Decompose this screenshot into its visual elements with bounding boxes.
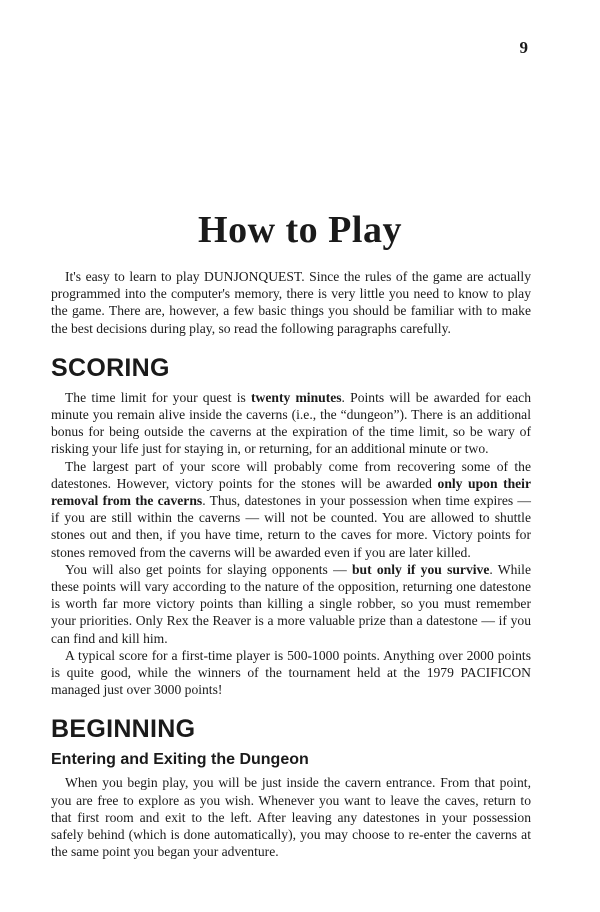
page-title: How to Play [198, 209, 402, 251]
scoring-heading: SCORING [51, 353, 170, 382]
beginning-paragraph-1: When you begin play, you will be just inside the cavern entrance. From that point, you are free to explore as you wish. Whenever you want to leave the caves, return to that first room and exit to the left. After leaving any datestones in your possession safely behind (which is done automatically), you may choose to re-enter the caverns at the same point you began your adventure. [51, 775, 531, 860]
scoring-p3-text-a: You will also get points for slaying opponents — [65, 561, 352, 577]
intro-paragraph: It's easy to learn to play DUNJONQUEST. Since the rules of the game are actually programmed into the computer's memory, there is very little you need to know to play the game. There are, however, a few basic things you should be familiar with to make the best decisions during play, so read the following paragraphs carefully. [51, 269, 531, 336]
scoring-paragraph-3 [51, 561, 531, 647]
page-content [51, 268, 531, 860]
scoring-p3-text-c: . While these points will vary according to the nature of the opposition, returning one datestone is worth far more victory points than killing a single robber, so you must remember your priorities. Only Rex the Reaver is a more valuable prize than a datestone — if you can find and kill him. [51, 561, 531, 646]
scoring-paragraph-1 [51, 389, 531, 458]
scoring-p1-text-a: The time limit for your quest is [65, 389, 251, 405]
scoring-p1-text-c: . Points will be awarded for each minute you remain alive inside the caverns (i.e., the “dungeon”). There is an additional bonus for being outside the caverns at the expiration of the time limit, so be wary of risking your life just for staying in, or returning, for an additional minute or two. [51, 389, 531, 457]
scoring-p2-bold: only upon their removal from the caverns [51, 475, 531, 509]
page-number: 9 [519, 38, 528, 57]
scoring-p1-bold: twenty minutes [251, 389, 342, 405]
entering-exiting-subheading: Entering and Exiting the Dungeon [51, 751, 309, 769]
beginning-heading: BEGINNING [51, 715, 196, 744]
scoring-p2-text-c: . Thus, datestones in your possession when time expires — if you are still within the caverns — will not be counted. You are allowed to shuttle stones out and then, if you have time, return to the caves for more. Victory points for stones removed from the caverns will be awarded even if you are later killed. [51, 493, 532, 560]
scoring-p3-bold: but only if you survive [351, 561, 490, 577]
scoring-paragraph-2 [51, 458, 531, 561]
scoring-p2-text-a: The largest part of your score will probably come from recovering some of the datestones. However, victory points for the stones will be awarded [51, 458, 531, 491]
scoring-paragraph-4: A typical score for a first-time player is 500-1000 points. Anything over 2000 points is quite good, while the winners of the tournament held at the 1979 PACIFICON managed just over 3000 points! [51, 647, 531, 698]
